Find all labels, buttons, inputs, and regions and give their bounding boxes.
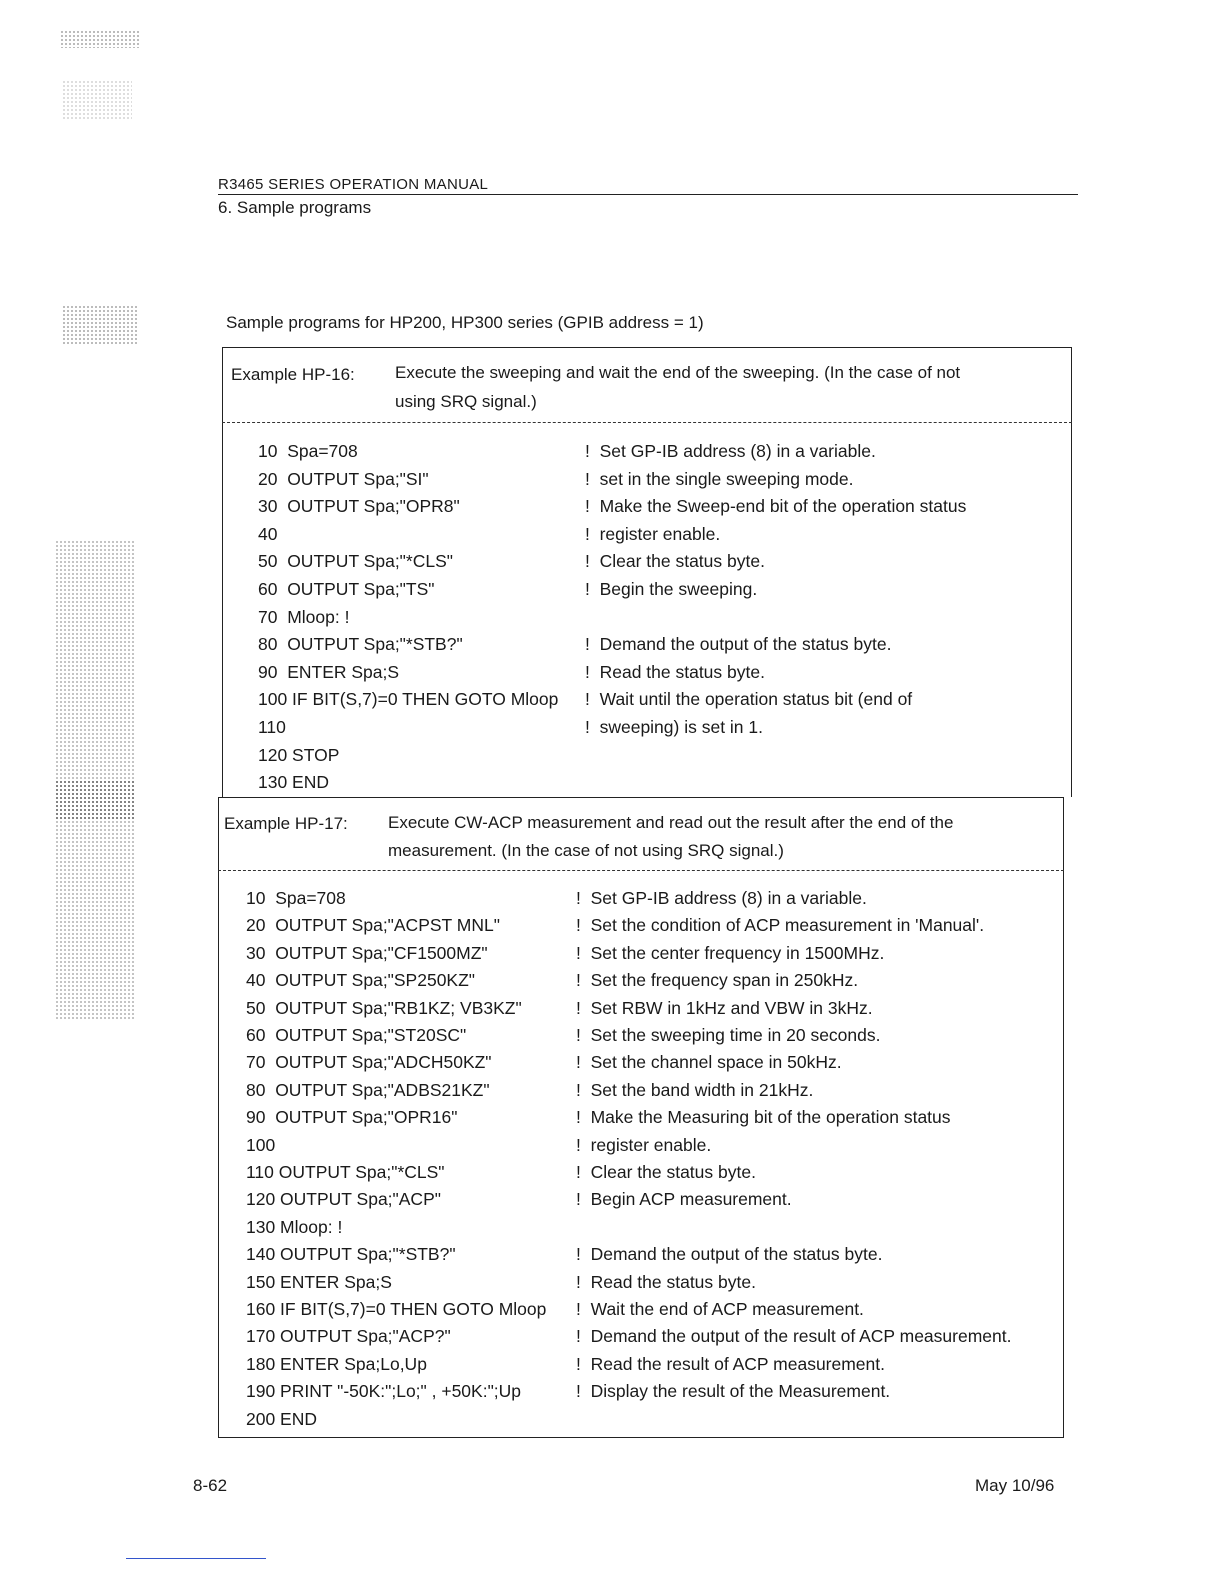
code-line: 10 Spa=708 xyxy=(246,888,346,908)
code-line: 150 ENTER Spa;S xyxy=(246,1271,392,1292)
scan-noise xyxy=(55,780,135,820)
code-comment: ! Display the result of the Measurement. xyxy=(576,1381,891,1402)
code-line: 40 OUTPUT Spa;"SP250KZ" xyxy=(246,970,476,991)
manual-title: R3465 SERIES OPERATION MANUAL xyxy=(218,176,489,193)
example-hp17-desc-line1: Execute CW-ACP measurement and read out the result after the end of the xyxy=(388,813,954,832)
code-comment: ! Clear the status byte. xyxy=(576,1162,756,1182)
code-line: 70 Mloop: ! xyxy=(258,606,350,627)
example-hp16-dashed-divider xyxy=(222,422,1072,423)
code-comment: ! Read the status byte. xyxy=(576,1271,756,1292)
code-line: 40 xyxy=(258,523,278,544)
code-comment: ! Make the Measuring bit of the operation status xyxy=(576,1107,951,1128)
code-line: 160 IF BIT(S,7)=0 THEN GOTO Mloop xyxy=(246,1299,547,1319)
code-line: 90 OUTPUT Spa;"OPR16" xyxy=(246,1107,458,1128)
code-line: 90 ENTER Spa;S xyxy=(258,661,400,682)
page-number: 8-62 xyxy=(193,1476,228,1495)
code-comment: ! Demand the output of the status byte. xyxy=(585,634,892,655)
example-hp17-label: Example HP-17: xyxy=(224,814,348,833)
code-comment: ! Clear the status byte. xyxy=(585,551,765,572)
code-line: 130 Mloop: ! xyxy=(246,1216,343,1237)
code-comment: ! Wait the end of ACP measurement. xyxy=(576,1299,864,1319)
code-line: 100 xyxy=(246,1134,276,1155)
code-comment: ! Demand the output of the status byte. xyxy=(576,1244,883,1265)
code-line: 20 OUTPUT Spa;"ACPST MNL" xyxy=(246,915,500,936)
example-hp17-dashed-divider xyxy=(218,870,1064,871)
code-comment: ! Set GP-IB address (8) in a variable. xyxy=(585,441,876,461)
code-comment: ! Set the band width in 21kHz. xyxy=(576,1079,814,1100)
code-comment: ! Set the condition of ACP measurement in 'Manual'. xyxy=(576,915,985,936)
code-line: 60 OUTPUT Spa;"TS" xyxy=(258,579,435,599)
code-line: 200 END xyxy=(246,1408,318,1429)
code-comment: ! Set RBW in 1kHz and VBW in 3kHz. xyxy=(576,997,873,1018)
code-comment: ! Read the status byte. xyxy=(585,661,765,682)
example-hp16-label: Example HP-16: xyxy=(231,365,355,384)
code-comment: ! Demand the output of the result of ACP measurement. xyxy=(576,1326,1012,1347)
code-line: 10 Spa=708 xyxy=(258,441,358,461)
code-line: 30 OUTPUT Spa;"CF1500MZ" xyxy=(246,942,488,963)
scan-noise xyxy=(60,30,140,48)
scan-noise xyxy=(62,305,138,345)
revision-date: May 10/96 xyxy=(975,1476,1055,1495)
code-comment: ! Read the result of ACP measurement. xyxy=(576,1353,886,1374)
code-line: 120 OUTPUT Spa;"ACP" xyxy=(246,1189,441,1210)
code-comment: ! Wait until the operation status bit (end of xyxy=(585,689,913,710)
code-comment: ! set in the single sweeping mode. xyxy=(585,468,854,489)
section-title: 6. Sample programs xyxy=(218,198,372,217)
code-line: 50 OUTPUT Spa;"RB1KZ; VB3KZ" xyxy=(246,997,522,1018)
code-line: 180 ENTER Spa;Lo,Up xyxy=(246,1353,427,1374)
code-comment: ! Begin ACP measurement. xyxy=(576,1189,792,1210)
example-hp17-desc-line2: measurement. (In the case of not using SRQ signal.) xyxy=(388,841,784,860)
code-line: 110 xyxy=(258,717,286,737)
code-comment: ! Set the channel space in 50kHz. xyxy=(576,1052,842,1073)
code-line: 140 OUTPUT Spa;"*STB?" xyxy=(246,1244,456,1265)
code-line: 120 STOP xyxy=(258,744,340,765)
code-line: 130 END xyxy=(258,772,330,793)
example-hp16-desc-line1: Execute the sweeping and wait the end of the sweeping. (In the case of not xyxy=(395,363,961,382)
code-line: 20 OUTPUT Spa;"SI" xyxy=(258,468,429,489)
code-line: 170 OUTPUT Spa;"ACP?" xyxy=(246,1326,451,1347)
code-line: 80 OUTPUT Spa;"ADBS21KZ" xyxy=(246,1079,490,1100)
code-comment: ! sweeping) is set in 1. xyxy=(585,717,763,737)
code-line: 110 OUTPUT Spa;"*CLS" xyxy=(246,1162,445,1182)
code-comment: ! Set GP-IB address (8) in a variable. xyxy=(576,888,867,908)
code-comment: ! Set the sweeping time in 20 seconds. xyxy=(576,1025,881,1045)
code-comment: ! register enable. xyxy=(585,523,721,544)
example-hp16-desc-line2: using SRQ signal.) xyxy=(395,392,537,411)
footnote-rule xyxy=(126,1558,266,1559)
code-comment: ! Set the frequency span in 250kHz. xyxy=(576,970,859,991)
header-rule xyxy=(218,194,1078,195)
code-line: 80 OUTPUT Spa;"*STB?" xyxy=(258,634,463,655)
code-comment: ! Begin the sweeping. xyxy=(585,579,758,599)
code-line: 30 OUTPUT Spa;"OPR8" xyxy=(258,496,460,517)
code-comment: ! Set the center frequency in 1500MHz. xyxy=(576,942,885,963)
scan-noise xyxy=(62,80,132,120)
code-comment: ! Make the Sweep-end bit of the operation status xyxy=(585,496,967,517)
code-line: 60 OUTPUT Spa;"ST20SC" xyxy=(246,1025,467,1045)
code-line: 190 PRINT "-50K:";Lo;" , +50K:";Up xyxy=(246,1381,522,1402)
code-line: 70 OUTPUT Spa;"ADCH50KZ" xyxy=(246,1052,492,1073)
intro-text: Sample programs for HP200, HP300 series (GPIB address = 1) xyxy=(226,313,704,332)
code-comment: ! register enable. xyxy=(576,1134,712,1155)
code-line: 100 IF BIT(S,7)=0 THEN GOTO Mloop xyxy=(258,689,559,710)
code-line: 50 OUTPUT Spa;"*CLS" xyxy=(258,551,453,572)
